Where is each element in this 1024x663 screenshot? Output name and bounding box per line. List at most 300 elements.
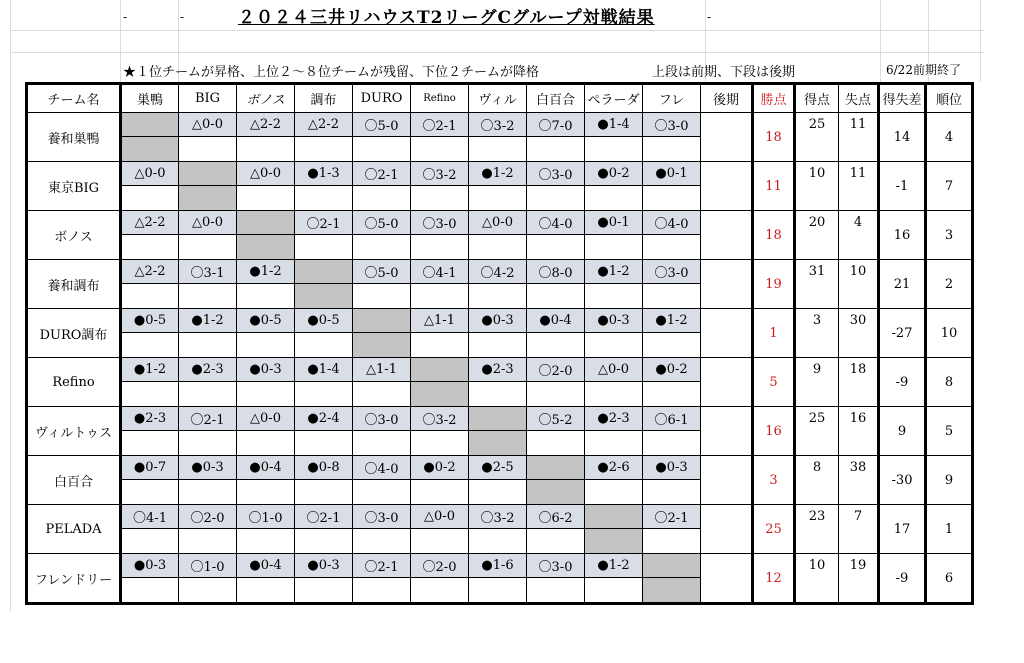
match-result-second-half <box>179 235 237 260</box>
goals-for-value: 23 <box>795 505 839 554</box>
second-half-cell <box>701 407 753 456</box>
goal-diff-value: -9 <box>879 358 926 407</box>
match-result: ●0-2 <box>411 456 469 480</box>
self-match-cell <box>179 162 237 186</box>
match-result-second-half <box>295 137 353 162</box>
match-result: 〇2-0 <box>527 358 585 382</box>
team-name: フレンドリー <box>27 554 121 604</box>
self-match-cell <box>411 382 469 407</box>
goals-against-value: 30 <box>839 309 879 358</box>
header-row <box>27 84 973 113</box>
rank-value: 4 <box>926 113 973 162</box>
match-result-second-half <box>295 578 353 604</box>
match-result: ●0-3 <box>121 554 179 578</box>
col-header-points: 勝点 <box>753 84 795 113</box>
match-result: 〇2-0 <box>179 505 237 529</box>
match-result: ●1-2 <box>237 260 295 284</box>
match-result-second-half <box>237 578 295 604</box>
goals-against-value: 11 <box>839 162 879 211</box>
match-result-second-half <box>179 529 237 554</box>
rank-value: 6 <box>926 554 973 604</box>
match-result: ●0-5 <box>121 309 179 333</box>
self-match-cell <box>527 456 585 480</box>
match-result-second-half <box>411 480 469 505</box>
match-result-second-half <box>353 529 411 554</box>
match-result: ●1-6 <box>469 554 527 578</box>
second-half-cell <box>701 505 753 554</box>
match-result: △2-2 <box>121 260 179 284</box>
self-match-cell <box>643 554 701 578</box>
match-result-second-half <box>527 186 585 211</box>
match-result-second-half <box>643 382 701 407</box>
goals-for-value: 8 <box>795 456 839 505</box>
col-header-rank: 順位 <box>926 84 973 113</box>
team-row-first-half <box>27 162 973 186</box>
match-result: 〇4-2 <box>469 260 527 284</box>
match-result: ●0-3 <box>179 456 237 480</box>
match-result-second-half <box>469 284 527 309</box>
match-result: 〇3-2 <box>469 505 527 529</box>
match-result-second-half <box>469 480 527 505</box>
match-result: 〇3-0 <box>411 211 469 235</box>
col-header-opponent: BIG <box>179 84 237 113</box>
points-value: 12 <box>753 554 795 604</box>
col-header-opponent: Refino <box>411 84 469 113</box>
match-result-second-half <box>527 529 585 554</box>
match-result-second-half <box>643 137 701 162</box>
match-result-second-half <box>411 578 469 604</box>
match-result-second-half <box>643 186 701 211</box>
self-match-cell <box>585 505 643 529</box>
match-result: ●0-3 <box>585 309 643 333</box>
match-result-second-half <box>353 578 411 604</box>
second-half-cell <box>701 358 753 407</box>
team-row-first-half <box>27 260 973 284</box>
match-result-second-half <box>121 382 179 407</box>
match-result-second-half <box>295 480 353 505</box>
goals-for-value: 20 <box>795 211 839 260</box>
gridline <box>880 0 881 82</box>
match-result: △0-0 <box>121 162 179 186</box>
match-result-second-half <box>237 529 295 554</box>
self-match-cell <box>237 211 295 235</box>
match-result: 〇2-0 <box>411 554 469 578</box>
match-result: 〇3-0 <box>643 113 701 137</box>
match-result: ●0-8 <box>295 456 353 480</box>
match-result-second-half <box>527 137 585 162</box>
col-header-opponent: DURO <box>353 84 411 113</box>
match-result-second-half <box>353 480 411 505</box>
second-half-cell <box>701 260 753 309</box>
rank-value: 2 <box>926 260 973 309</box>
goals-against-value: 18 <box>839 358 879 407</box>
match-result: △0-0 <box>411 505 469 529</box>
match-result: ●1-2 <box>179 309 237 333</box>
self-match-cell <box>353 333 411 358</box>
team-name: Refino <box>27 358 121 407</box>
points-value: 25 <box>753 505 795 554</box>
points-value: 16 <box>753 407 795 456</box>
results-body <box>27 113 973 604</box>
match-result: ●1-2 <box>585 554 643 578</box>
points-value: 5 <box>753 358 795 407</box>
rank-value: 3 <box>926 211 973 260</box>
match-result-second-half <box>585 284 643 309</box>
match-result: 〇3-2 <box>469 113 527 137</box>
points-value: 18 <box>753 113 795 162</box>
self-match-cell <box>469 407 527 431</box>
second-half-cell <box>701 309 753 358</box>
match-result: △0-0 <box>179 113 237 137</box>
match-result: ●1-2 <box>585 260 643 284</box>
match-result: 〇5-0 <box>353 211 411 235</box>
match-result: 〇2-1 <box>353 554 411 578</box>
goal-diff-value: 17 <box>879 505 926 554</box>
match-result: △2-2 <box>237 113 295 137</box>
match-result: ●0-5 <box>295 309 353 333</box>
match-result: △0-0 <box>179 211 237 235</box>
team-name: 白百合 <box>27 456 121 505</box>
match-result-second-half <box>411 235 469 260</box>
rank-value: 9 <box>926 456 973 505</box>
col-header-second-half: 後期 <box>701 84 753 113</box>
match-result: ●2-3 <box>179 358 237 382</box>
match-result-second-half <box>469 186 527 211</box>
col-header-team: チーム名 <box>27 84 121 113</box>
match-result: 〇3-2 <box>411 407 469 431</box>
goals-for-value: 9 <box>795 358 839 407</box>
match-result-second-half <box>179 480 237 505</box>
match-result-second-half <box>411 529 469 554</box>
match-result-second-half <box>527 431 585 456</box>
match-result-second-half <box>469 529 527 554</box>
match-result: ●2-3 <box>469 358 527 382</box>
match-result-second-half <box>295 186 353 211</box>
match-result-second-half <box>121 480 179 505</box>
match-result: ●1-2 <box>469 162 527 186</box>
rank-value: 10 <box>926 309 973 358</box>
match-result-second-half <box>643 431 701 456</box>
match-result: ●2-5 <box>469 456 527 480</box>
match-result: ●0-1 <box>643 162 701 186</box>
match-result-second-half <box>527 235 585 260</box>
col-header-goal-diff: 得失差 <box>879 84 926 113</box>
status-note: 6/22前期終了 <box>886 63 961 77</box>
match-result: 〇5-0 <box>353 113 411 137</box>
match-result-second-half <box>295 235 353 260</box>
second-half-cell <box>701 456 753 505</box>
match-result: ●2-4 <box>295 407 353 431</box>
match-result-second-half <box>585 333 643 358</box>
match-result-second-half <box>121 578 179 604</box>
match-result-second-half <box>295 431 353 456</box>
match-result-second-half <box>179 333 237 358</box>
match-result-second-half <box>353 137 411 162</box>
match-result-second-half <box>585 186 643 211</box>
match-result: 〇3-1 <box>179 260 237 284</box>
match-result-second-half <box>237 137 295 162</box>
match-result-second-half <box>179 137 237 162</box>
self-match-cell <box>527 480 585 505</box>
match-result-second-half <box>121 529 179 554</box>
gridline <box>10 0 11 612</box>
match-result-second-half <box>527 284 585 309</box>
points-value: 19 <box>753 260 795 309</box>
match-result: ●0-2 <box>585 162 643 186</box>
self-match-cell <box>295 284 353 309</box>
match-result: 〇3-0 <box>353 407 411 431</box>
match-result-second-half <box>469 137 527 162</box>
second-half-cell <box>701 211 753 260</box>
points-value: 11 <box>753 162 795 211</box>
match-result-second-half <box>353 284 411 309</box>
match-result: 〇2-1 <box>353 162 411 186</box>
match-result: ●1-3 <box>295 162 353 186</box>
match-result: 〇3-0 <box>527 162 585 186</box>
gridline <box>120 0 121 82</box>
match-result-second-half <box>469 382 527 407</box>
col-header-opponent: 白百合 <box>527 84 585 113</box>
match-result: 〇6-1 <box>643 407 701 431</box>
gridline <box>980 0 981 82</box>
goals-for-value: 10 <box>795 162 839 211</box>
match-result: ●0-3 <box>237 358 295 382</box>
match-result: ●2-3 <box>121 407 179 431</box>
match-result: 〇5-0 <box>353 260 411 284</box>
match-result: △0-0 <box>237 162 295 186</box>
match-result: 〇4-1 <box>411 260 469 284</box>
match-result: ●0-4 <box>527 309 585 333</box>
match-result: 〇8-0 <box>527 260 585 284</box>
match-result-second-half <box>643 480 701 505</box>
match-result-second-half <box>469 333 527 358</box>
match-result: 〇3-0 <box>643 260 701 284</box>
goal-diff-value: -27 <box>879 309 926 358</box>
team-row-first-half <box>27 505 973 529</box>
goals-against-value: 7 <box>839 505 879 554</box>
match-result-second-half <box>585 235 643 260</box>
self-match-cell <box>585 529 643 554</box>
match-result-second-half <box>643 529 701 554</box>
goals-for-value: 3 <box>795 309 839 358</box>
match-result: 〇1-0 <box>179 554 237 578</box>
match-result-second-half <box>585 480 643 505</box>
match-result-second-half <box>121 186 179 211</box>
match-result: ●0-4 <box>237 554 295 578</box>
match-result: ●0-5 <box>237 309 295 333</box>
match-result-second-half <box>237 480 295 505</box>
match-result-second-half <box>527 333 585 358</box>
self-match-cell <box>121 113 179 137</box>
match-result-second-half <box>643 284 701 309</box>
goals-against-value: 10 <box>839 260 879 309</box>
match-result-second-half <box>121 431 179 456</box>
goals-against-value: 38 <box>839 456 879 505</box>
match-result: △0-0 <box>469 211 527 235</box>
match-result-second-half <box>353 235 411 260</box>
goal-diff-value: 16 <box>879 211 926 260</box>
goals-against-value: 16 <box>839 407 879 456</box>
match-result: 〇2-1 <box>179 407 237 431</box>
match-result-second-half <box>353 382 411 407</box>
match-result-second-half <box>585 137 643 162</box>
goals-for-value: 10 <box>795 554 839 604</box>
second-half-cell <box>701 113 753 162</box>
self-match-cell <box>295 260 353 284</box>
self-match-cell <box>643 578 701 604</box>
match-result-second-half <box>121 333 179 358</box>
col-header-goals-for: 得点 <box>795 84 839 113</box>
dash-mark: - <box>707 10 712 24</box>
match-result-second-half <box>411 333 469 358</box>
col-header-opponent: 調布 <box>295 84 353 113</box>
match-result: ●1-2 <box>643 309 701 333</box>
match-result-second-half <box>643 235 701 260</box>
match-result-second-half <box>295 529 353 554</box>
match-result: 〇4-0 <box>643 211 701 235</box>
team-row-first-half <box>27 456 973 480</box>
match-result: ●0-4 <box>237 456 295 480</box>
match-result: 〇2-1 <box>295 505 353 529</box>
goal-diff-value: 21 <box>879 260 926 309</box>
match-result: 〇5-2 <box>527 407 585 431</box>
goals-against-value: 4 <box>839 211 879 260</box>
page-title: ２０２４三井リハウスT2リーグCグループ対戦結果 <box>238 8 655 28</box>
match-result-second-half <box>121 284 179 309</box>
self-match-cell <box>411 358 469 382</box>
goals-against-value: 11 <box>839 113 879 162</box>
team-row-first-half <box>27 407 973 431</box>
self-match-cell <box>121 137 179 162</box>
rank-value: 5 <box>926 407 973 456</box>
team-name: 養和調布 <box>27 260 121 309</box>
match-result: ●0-3 <box>295 554 353 578</box>
goal-diff-value: 9 <box>879 407 926 456</box>
goal-diff-value: -9 <box>879 554 926 604</box>
points-value: 3 <box>753 456 795 505</box>
match-result: 〇6-2 <box>527 505 585 529</box>
match-result-second-half <box>353 186 411 211</box>
match-result: ●0-7 <box>121 456 179 480</box>
dash-mark: - <box>180 10 185 24</box>
half-note: 上段は前期、下段は後期 <box>652 65 796 80</box>
match-result-second-half <box>179 578 237 604</box>
match-result: ●1-4 <box>585 113 643 137</box>
team-row-first-half <box>27 211 973 235</box>
match-result-second-half <box>179 382 237 407</box>
match-result-second-half <box>353 431 411 456</box>
match-result: ●1-4 <box>295 358 353 382</box>
self-match-cell <box>469 431 527 456</box>
gridline <box>10 30 984 31</box>
rank-value: 1 <box>926 505 973 554</box>
match-result: 〇4-0 <box>353 456 411 480</box>
points-value: 18 <box>753 211 795 260</box>
match-result: △2-2 <box>295 113 353 137</box>
dash-mark: - <box>123 10 128 24</box>
match-result: ●2-6 <box>585 456 643 480</box>
match-result: 〇4-0 <box>527 211 585 235</box>
match-result: 〇2-1 <box>411 113 469 137</box>
match-result-second-half <box>411 137 469 162</box>
match-result-second-half <box>121 235 179 260</box>
match-result-second-half <box>411 284 469 309</box>
team-row-first-half <box>27 113 973 137</box>
match-result-second-half <box>237 431 295 456</box>
rules-note: ★１位チームが昇格、上位２～８位チームが残留、下位２チームが降格 <box>123 65 540 80</box>
team-name: DURO調布 <box>27 309 121 358</box>
team-name: 東京BIG <box>27 162 121 211</box>
match-result-second-half <box>585 382 643 407</box>
rank-value: 7 <box>926 162 973 211</box>
match-result-second-half <box>237 333 295 358</box>
col-header-opponent: ペラーダ <box>585 84 643 113</box>
match-result: 〇3-2 <box>411 162 469 186</box>
match-result-second-half <box>585 578 643 604</box>
match-result-second-half <box>295 333 353 358</box>
team-name: ボノス <box>27 211 121 260</box>
team-row-first-half <box>27 554 973 578</box>
col-header-opponent: フレ <box>643 84 701 113</box>
team-row-first-half <box>27 309 973 333</box>
rank-value: 8 <box>926 358 973 407</box>
match-result-second-half <box>237 382 295 407</box>
goal-diff-value: 14 <box>879 113 926 162</box>
second-half-cell <box>701 554 753 604</box>
match-result-second-half <box>469 235 527 260</box>
col-header-opponent: 巣鴨 <box>121 84 179 113</box>
col-header-opponent: ボノス <box>237 84 295 113</box>
goals-for-value: 25 <box>795 407 839 456</box>
match-result: △1-1 <box>411 309 469 333</box>
match-result: 〇2-1 <box>295 211 353 235</box>
second-half-cell <box>701 162 753 211</box>
match-result: 〇4-1 <box>121 505 179 529</box>
points-value: 1 <box>753 309 795 358</box>
match-result-second-half <box>469 578 527 604</box>
match-result: ●1-2 <box>121 358 179 382</box>
match-result: 〇3-0 <box>527 554 585 578</box>
match-result-second-half <box>585 431 643 456</box>
self-match-cell <box>179 186 237 211</box>
col-header-opponent: ヴィル <box>469 84 527 113</box>
match-result: △1-1 <box>353 358 411 382</box>
match-result-second-half <box>179 284 237 309</box>
match-result: 〇1-0 <box>237 505 295 529</box>
match-result-second-half <box>527 382 585 407</box>
team-name: PELADA <box>27 505 121 554</box>
match-result: ●0-1 <box>585 211 643 235</box>
self-match-cell <box>237 235 295 260</box>
gridline <box>10 52 984 53</box>
match-result: ●0-3 <box>469 309 527 333</box>
team-row-first-half <box>27 358 973 382</box>
match-result: ●2-3 <box>585 407 643 431</box>
goals-for-value: 31 <box>795 260 839 309</box>
team-name: 養和巣鴨 <box>27 113 121 162</box>
goals-against-value: 19 <box>839 554 879 604</box>
goals-for-value: 25 <box>795 113 839 162</box>
goal-diff-value: -30 <box>879 456 926 505</box>
match-result-second-half <box>527 578 585 604</box>
match-result-second-half <box>179 431 237 456</box>
match-result: △0-0 <box>237 407 295 431</box>
match-result-second-half <box>295 382 353 407</box>
match-result: 〇3-0 <box>353 505 411 529</box>
match-result: ●0-2 <box>643 358 701 382</box>
goal-diff-value: -1 <box>879 162 926 211</box>
match-result-second-half <box>643 333 701 358</box>
